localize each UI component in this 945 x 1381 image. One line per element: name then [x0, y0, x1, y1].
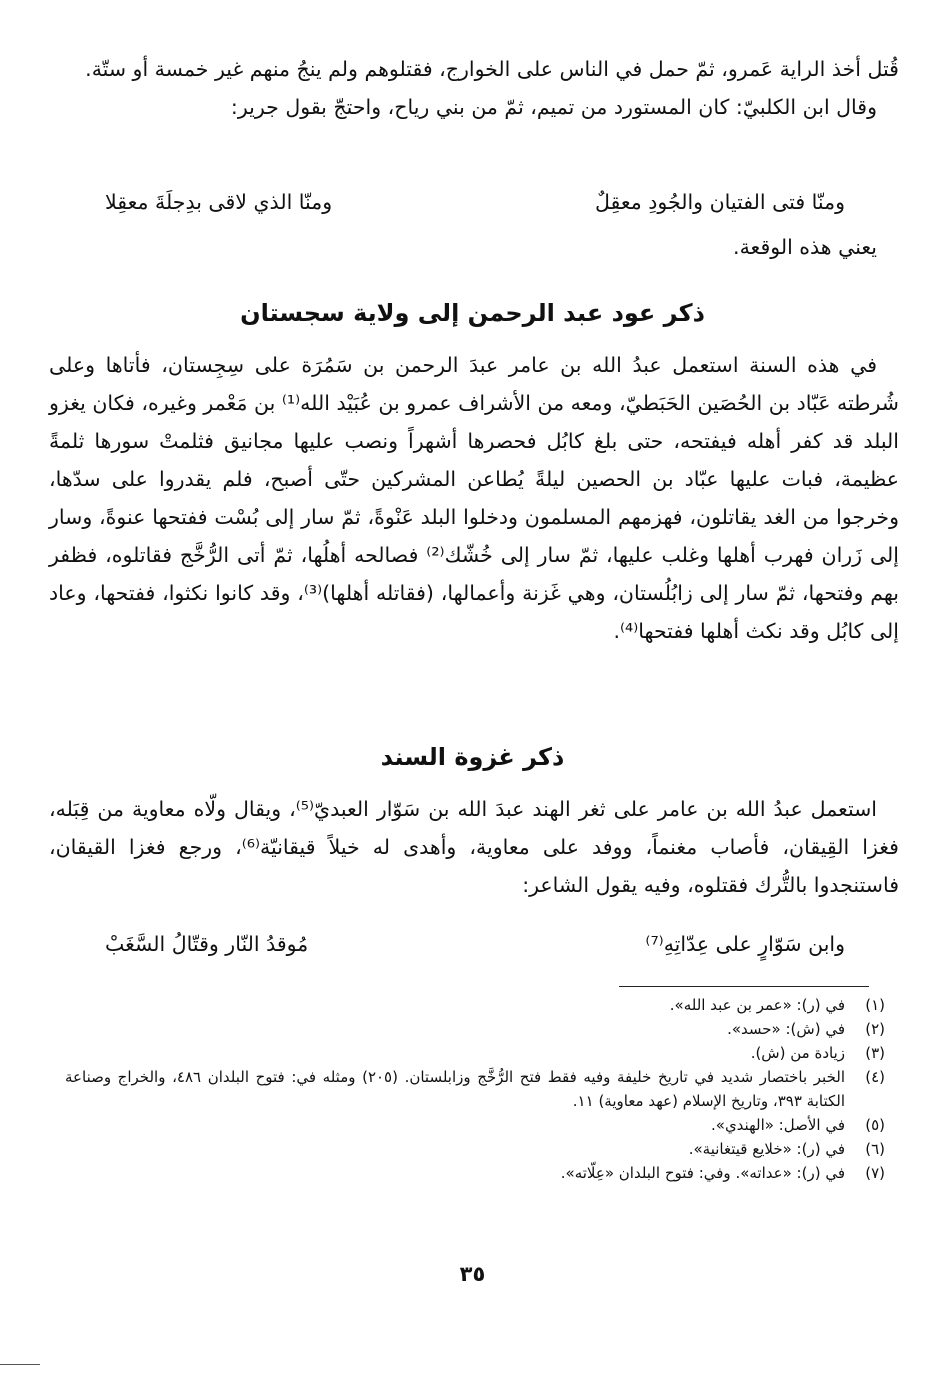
- poetry-verse-ibn-sawwar: [105, 924, 845, 964]
- footnote-item: [65, 1065, 885, 1113]
- poetry-verse-jarir: [105, 182, 845, 222]
- footnote-text: في (ر): «خلايع قيتغانية».: [688, 1140, 845, 1158]
- footnote-number: (٧): [865, 1164, 885, 1182]
- footnote-text: في (ر): «عمر بن عبد الله».: [669, 996, 845, 1014]
- opening-text-block: [49, 50, 899, 126]
- verse-hemistich-second: ومنّا الذي لاقى بدِجلَةَ معقِلا: [105, 190, 333, 214]
- paragraph-sijistan: في هذه السنة استعمل عبدُ الله بن عامر عبدَ الرحمن بن سَمُرَة على سِجِستان، فأتاها وعلى شُرطته عَبّاد بن الحُصَين الحَبَطيّ، ومعه من الأشراف عمرو بن عُبَيْد الله⁽¹⁾ بن مَعْمر وغيره، فكان يغزو البلد قد كفر أهله فيفتحه، حتى بلغ كابُل فحصرها أشهراً ونصب عليها مجانيق فثلمتْ سورها ثلمةً عظيمة، فبات عليها عبّاد بن الحصين ليلةً يُطاعن المشركين حتّى أصبح، فلم يقدروا على سدّها، وخرجوا من الغد يقاتلون، فهزمهم المسلمون ودخلوا البلد عَنْوةً، ثمّ سار إلى بُسْت ففتحها عنوةً، وسار إلى زَران فهرب أهلها وغلب عليها، ثمّ سار إلى خُشّك⁽²⁾ فصالحه أهلُها، ثمّ أتى الرُّخَّج فقاتلوه، فظفر بهم وفتحها، ثمّ سار إلى زابُلُستان، وهي غَزنة وأعمالها، (فقاتله أهلها)⁽³⁾، وقد كانوا نكثوا، ففتحها، وعاد إلى كابُل وقد نكث أهلها ففتحها⁽⁴⁾.: [49, 353, 899, 643]
- footnote-number: (٣): [865, 1044, 885, 1062]
- footnotes: [65, 993, 885, 1185]
- footnote-number: (١): [865, 996, 885, 1014]
- footnote-number: (٥): [865, 1116, 885, 1134]
- page-number: ٣٥: [459, 1262, 486, 1286]
- footnote-number: (٢): [865, 1020, 885, 1038]
- footnote-item: [65, 1017, 885, 1041]
- verse-hemistich-second: مُوقدُ النّار وقتّالُ السَّغَبْ: [105, 932, 309, 956]
- footnote-text: في (ر): «عداته». وفي: فتوح البلدان «عِلّاته».: [560, 1164, 845, 1182]
- footnote-separator: [619, 986, 869, 987]
- footnote-text: في الأصل: «الهندي».: [711, 1116, 845, 1134]
- scan-edge-line: [0, 1364, 40, 1365]
- footnote-item: [65, 993, 885, 1017]
- footnote-number: (٤): [865, 1068, 885, 1086]
- verse-hemistich-first: وابن سَوّارٍ على عِدّاتِهِ⁽⁷⁾: [645, 932, 845, 956]
- paragraph-battle-note: يعني هذه الوقعة.: [733, 235, 877, 259]
- paragraph-sind: استعمل عبدُ الله بن عامر على ثغر الهند عبدَ الله بن سَوّار العبديّ⁽⁵⁾، ويقال ولّاه معاوية من قِبَله، فغزا القِيقان، فأصاب مغنماً، ووفد على معاوية، وأهدى له خيلاً قيقانيّة⁽⁶⁾، ورجع فغزا القيقان، فاستنجدوا بالتُّرك فقتلوه، وفيه يقول الشاعر:: [49, 797, 899, 897]
- footnote-text: في (ش): «حسد».: [727, 1020, 845, 1038]
- closing-note-block: [49, 228, 899, 266]
- section-body-sijistan: [49, 346, 899, 650]
- footnote-item: [65, 1041, 885, 1065]
- footnote-number: (٦): [865, 1140, 885, 1158]
- paragraph-ibn-kalbi: وقال ابن الكلبيّ: كان المستورد من تميم، ثمّ من بني رياح، واحتجّ بقول جرير:: [230, 95, 877, 119]
- footnote-item: [65, 1137, 885, 1161]
- section-heading-sijistan: ذكر عود عبد الرحمن إلى ولاية سجستان: [240, 299, 705, 327]
- paragraph-kharijites: قُتل أخذ الراية عَمرو، ثمّ حمل في الناس على الخوارج، فقتلوهم ولم ينجُ منهم غير خمسة أو ستّة.: [85, 57, 899, 81]
- section-body-sind: [49, 790, 899, 904]
- verse-hemistich-first: ومنّا فتى الفتيان والجُودِ معقِلٌ: [595, 190, 845, 214]
- footnote-item: [65, 1113, 885, 1137]
- footnote-text: الخبر باختصار شديد في تاريخ خليفة وفيه فقط فتح الرُّخَّج وزابلستان. (٢٠٥) ومثله في: فتوح البلدان ٤٨٦، والخراج وصناعة الكتابة ٣٩٣، وتاريخ الإسلام (عهد معاوية) ١١.: [65, 1068, 845, 1110]
- footnote-text: زيادة من (ش).: [750, 1044, 845, 1062]
- footnote-item: [65, 1161, 885, 1185]
- section-heading-sind: ذكر غزوة السند: [380, 743, 565, 771]
